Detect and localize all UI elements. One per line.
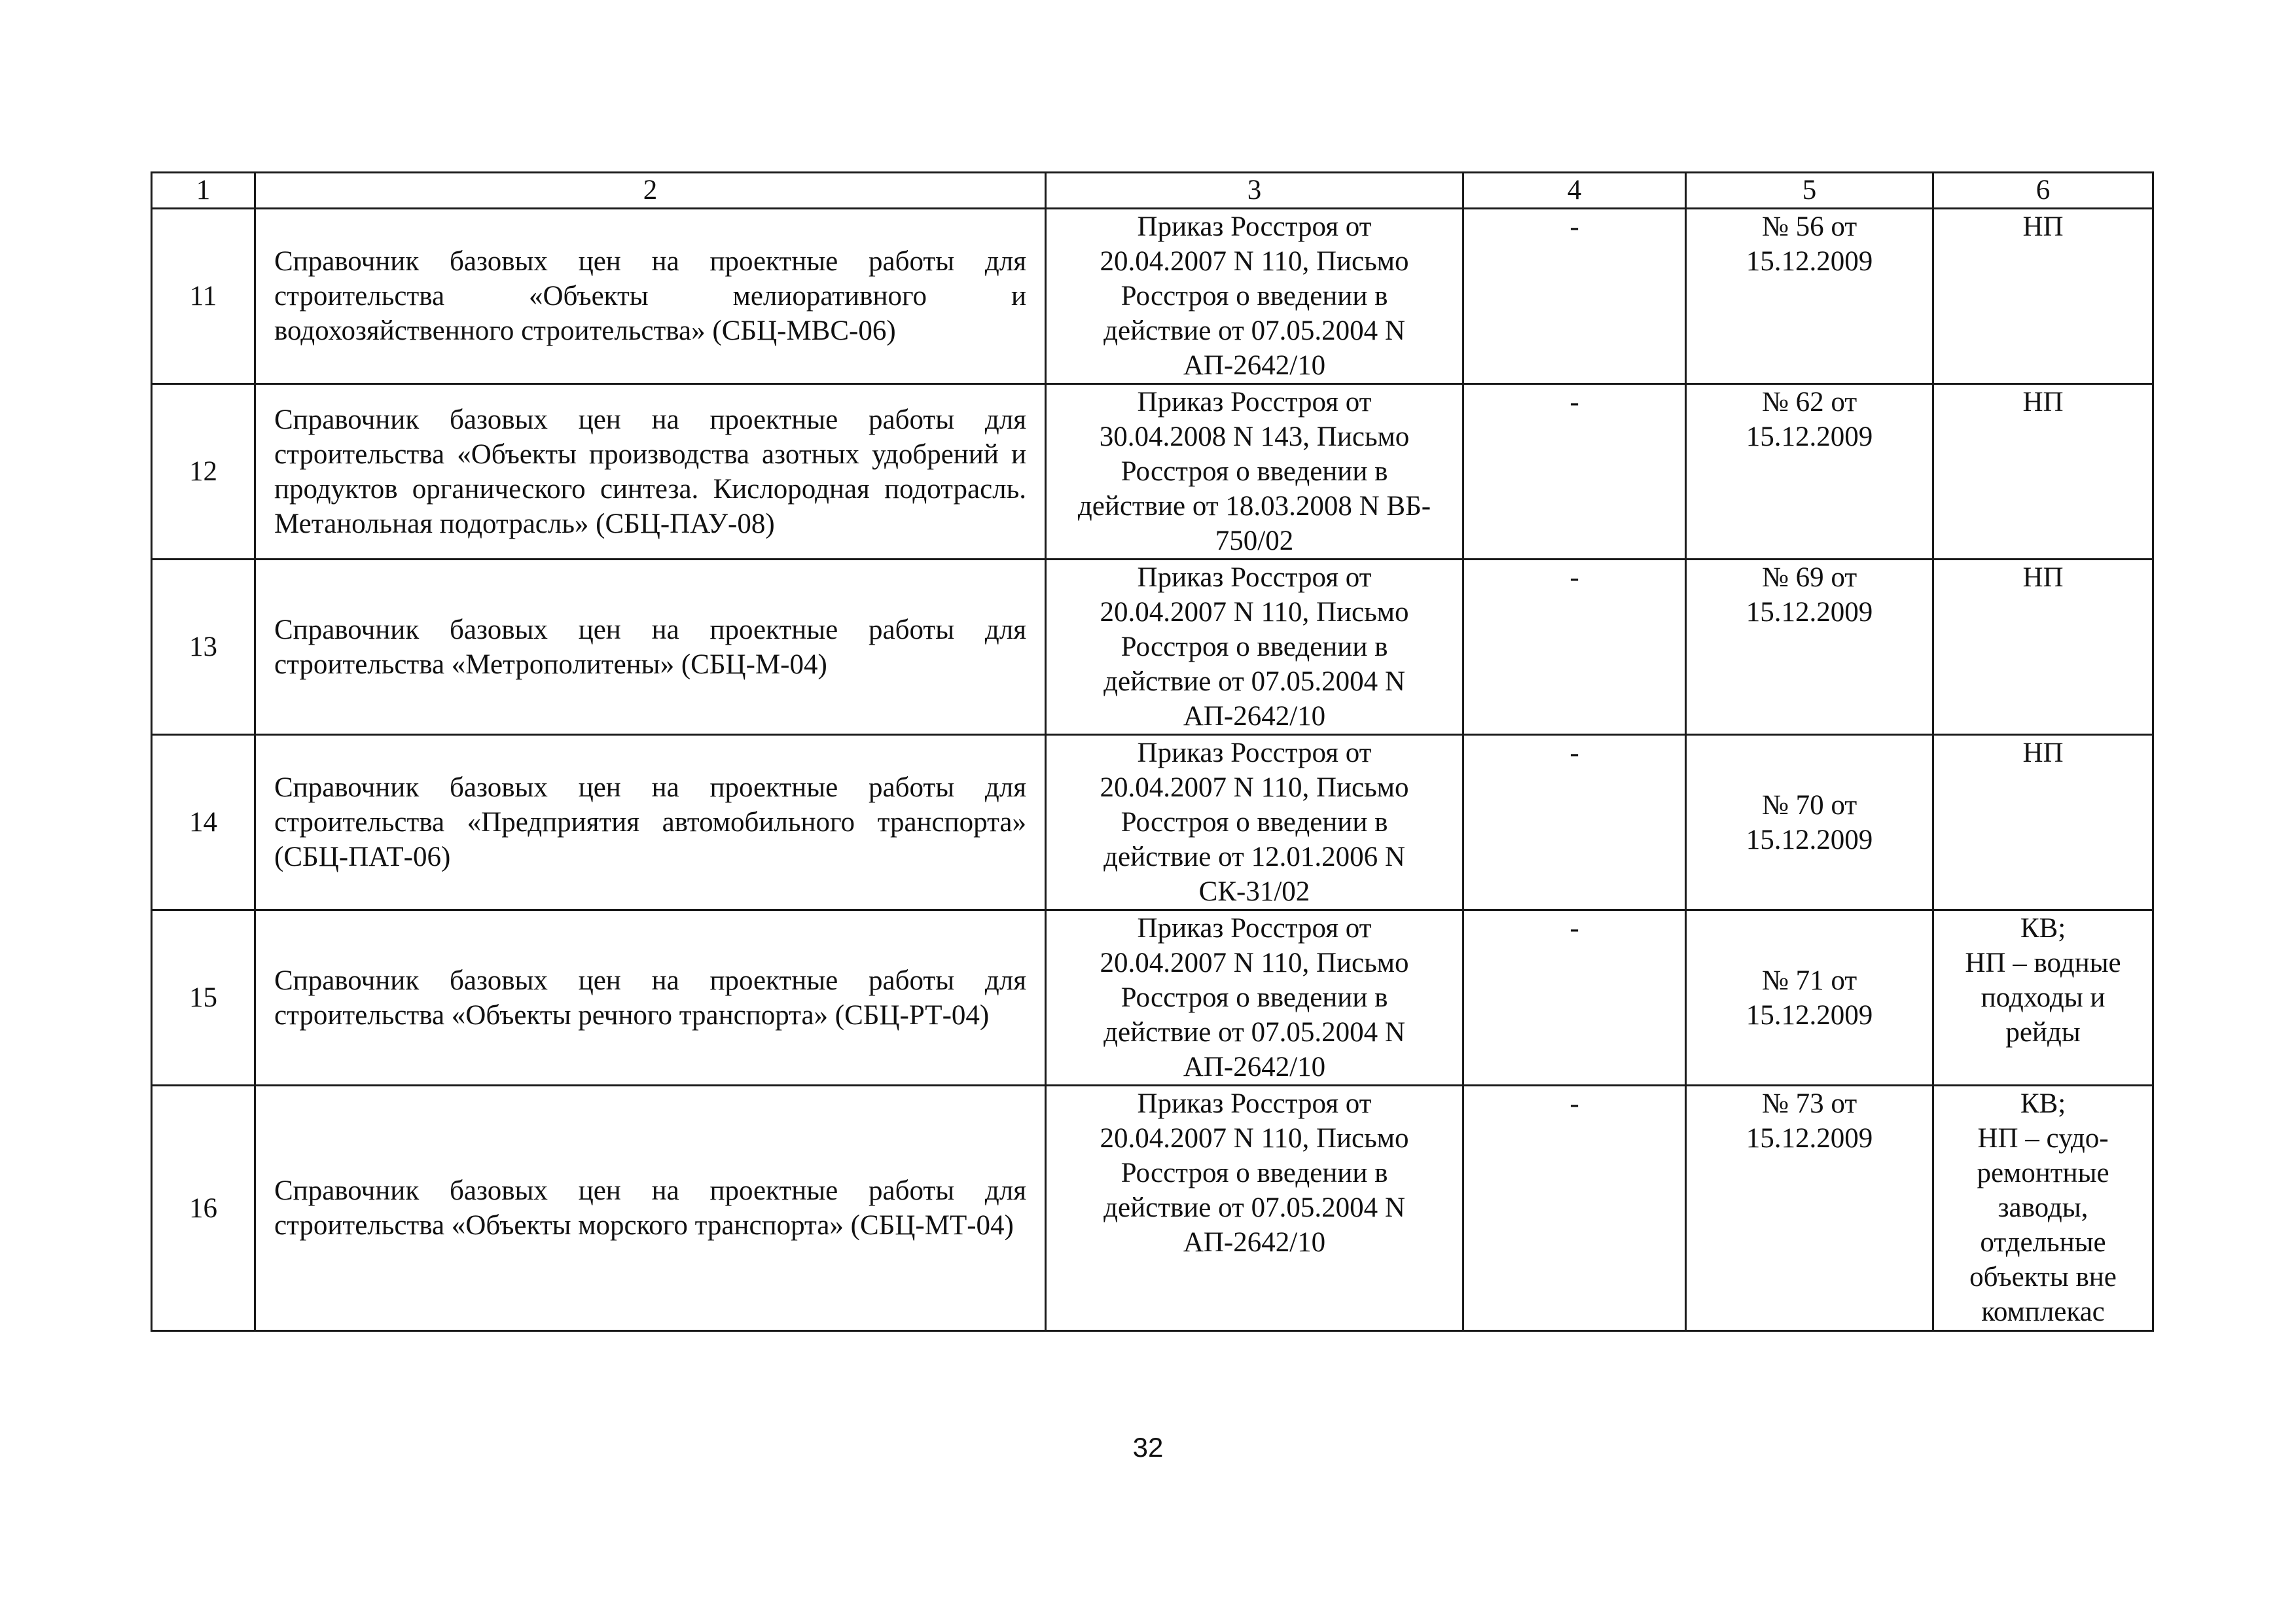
approval-order-line: 20.04.2007 N 110, Письмо — [1100, 597, 1409, 628]
approval-order-line: действие от 12.01.2006 N — [1103, 842, 1405, 872]
scope-note-line: НП — [2022, 562, 2064, 593]
scope-note-line: ремонтные — [1977, 1158, 2109, 1188]
scope-note-line: КВ; — [2020, 913, 2066, 944]
scope-note — [1933, 1086, 2153, 1331]
registration-number — [1686, 560, 1933, 735]
scope-note-line: НП – водные — [1965, 948, 2121, 978]
registration-line: № 56 от — [1761, 211, 1857, 242]
scope-note — [1933, 910, 2153, 1086]
approval-order-line: 20.04.2007 N 110, Письмо — [1100, 772, 1409, 803]
page-number: 32 — [1132, 1432, 1164, 1463]
approval-order-line: Приказ Росстроя от — [1137, 562, 1372, 593]
registration-number — [1686, 910, 1933, 1086]
registration-line: № 70 от — [1761, 789, 1857, 821]
table-row — [152, 384, 2153, 560]
approval-order-line: действие от 07.05.2004 N — [1103, 1192, 1405, 1223]
scope-note — [1933, 209, 2153, 384]
column-header-2: 2 — [255, 173, 1046, 209]
registry-table — [151, 171, 2154, 1332]
column-4-value: - — [1463, 209, 1686, 384]
document-title: Справочник базовых цен на проектные работы для строительства «Объекты морского транспорта» (СБЦ-МТ-04) — [255, 1086, 1046, 1331]
registration-line: 15.12.2009 — [1746, 246, 1873, 277]
approval-order-line: Росстроя о введении в — [1121, 1158, 1388, 1188]
table-header — [152, 173, 2153, 209]
column-4-value: - — [1463, 735, 1686, 910]
approval-order-line: Росстроя о введении в — [1121, 982, 1388, 1013]
row-number: 14 — [152, 735, 255, 910]
row-number: 13 — [152, 560, 255, 735]
approval-order-line: действие от 07.05.2004 N — [1103, 666, 1405, 697]
scope-note — [1933, 735, 2153, 910]
approval-order-line: АП-2642/10 — [1183, 1227, 1326, 1258]
column-4-value: - — [1463, 1086, 1686, 1331]
registration-line: № 62 от — [1761, 387, 1857, 418]
approval-order — [1046, 735, 1463, 910]
registration-line: 15.12.2009 — [1746, 421, 1873, 452]
registration-line: № 71 от — [1761, 965, 1857, 996]
approval-order-line: 20.04.2007 N 110, Письмо — [1100, 246, 1409, 277]
approval-order-line: АП-2642/10 — [1183, 350, 1326, 381]
approval-order — [1046, 384, 1463, 560]
approval-order-line: АП-2642/10 — [1183, 701, 1326, 732]
document-title: Справочник базовых цен на проектные работы для строительства «Предприятия автомобильного транспорта» (СБЦ-ПАТ-06) — [255, 735, 1046, 910]
column-4-value: - — [1463, 910, 1686, 1086]
approval-order-line: действие от 07.05.2004 N — [1103, 1017, 1405, 1048]
approval-order — [1046, 560, 1463, 735]
table-body — [152, 209, 2153, 1331]
scope-note-line: КВ; — [2020, 1088, 2066, 1119]
column-4-value: - — [1463, 384, 1686, 560]
row-number: 11 — [152, 209, 255, 384]
registration-number — [1686, 735, 1933, 910]
column-header-5: 5 — [1686, 173, 1933, 209]
scope-note-line: отдельные — [1980, 1227, 2106, 1258]
scope-note — [1933, 560, 2153, 735]
column-4-value: - — [1463, 560, 1686, 735]
approval-order-line: 30.04.2008 N 143, Письмо — [1099, 421, 1410, 452]
column-header-1: 1 — [152, 173, 255, 209]
approval-order — [1046, 910, 1463, 1086]
approval-order-line: действие от 07.05.2004 N — [1103, 315, 1405, 346]
table-row — [152, 209, 2153, 384]
table-row — [152, 1086, 2153, 1331]
column-header-3: 3 — [1046, 173, 1463, 209]
approval-order-line: 20.04.2007 N 110, Письмо — [1100, 948, 1409, 978]
approval-order-line: Росстроя о введении в — [1121, 456, 1388, 487]
table-row — [152, 560, 2153, 735]
scope-note-line: рейды — [2005, 1017, 2081, 1048]
approval-order — [1046, 1086, 1463, 1331]
registration-number — [1686, 384, 1933, 560]
approval-order-line: Приказ Росстроя от — [1137, 913, 1372, 944]
approval-order-line: Росстроя о введении в — [1121, 632, 1388, 662]
scope-note-line: НП — [2022, 387, 2064, 418]
column-header-6: 6 — [1933, 173, 2153, 209]
scope-note-line: НП — [2022, 738, 2064, 768]
approval-order-line: СК-31/02 — [1198, 876, 1310, 907]
registration-number — [1686, 1086, 1933, 1331]
registration-number — [1686, 209, 1933, 384]
registration-line: 15.12.2009 — [1746, 597, 1873, 628]
registration-line: 15.12.2009 — [1746, 1123, 1873, 1154]
header-row — [152, 173, 2153, 209]
row-number: 12 — [152, 384, 255, 560]
column-header-4: 4 — [1463, 173, 1686, 209]
approval-order — [1046, 209, 1463, 384]
row-number: 16 — [152, 1086, 255, 1331]
scope-note-line: комплекас — [1981, 1296, 2105, 1327]
scope-note-line: заводы, — [1998, 1192, 2089, 1223]
approval-order-line: Приказ Росстроя от — [1137, 387, 1372, 418]
registration-line: 15.12.2009 — [1746, 824, 1873, 855]
approval-order-line: 20.04.2007 N 110, Письмо — [1100, 1123, 1409, 1154]
approval-order-line: Приказ Росстроя от — [1137, 738, 1372, 768]
document-title: Справочник базовых цен на проектные работы для строительства «Метрополитены» (СБЦ-М-04) — [255, 560, 1046, 735]
approval-order-line: Росстроя о введении в — [1121, 807, 1388, 838]
registration-line: № 69 от — [1761, 562, 1857, 593]
approval-order-line: действие от 18.03.2008 N ВБ- — [1077, 491, 1431, 522]
scope-note-line: объекты вне — [1969, 1262, 2117, 1293]
scope-note — [1933, 384, 2153, 560]
scope-note-line: подходы и — [1981, 982, 2106, 1013]
scope-note-line: НП — [2022, 211, 2064, 242]
approval-order-line: Росстроя о введении в — [1121, 281, 1388, 312]
approval-order-line: Приказ Росстроя от — [1137, 1088, 1372, 1119]
row-number: 15 — [152, 910, 255, 1086]
table-row — [152, 735, 2153, 910]
registration-line: № 73 от — [1761, 1088, 1857, 1119]
approval-order-line: Приказ Росстроя от — [1137, 211, 1372, 242]
document-title: Справочник базовых цен на проектные работы для строительства «Объекты производства азотных удобрений и продуктов органического синтеза. Кислородная подотрасль. Метанольная подотрасль» (СБЦ-ПАУ-08) — [255, 384, 1046, 560]
scope-note-line: НП – судо- — [1977, 1123, 2109, 1154]
document-title: Справочник базовых цен на проектные работы для строительства «Объекты речного транспорта» (СБЦ-РТ-04) — [255, 910, 1046, 1086]
document-title: Справочник базовых цен на проектные работы для строительства «Объекты мелиоративного и водохозяйственного строительства» (СБЦ-МВС-06) — [255, 209, 1046, 384]
registration-line: 15.12.2009 — [1746, 999, 1873, 1031]
approval-order-line: АП-2642/10 — [1183, 1052, 1326, 1082]
table-row — [152, 910, 2153, 1086]
approval-order-line: 750/02 — [1215, 526, 1294, 556]
